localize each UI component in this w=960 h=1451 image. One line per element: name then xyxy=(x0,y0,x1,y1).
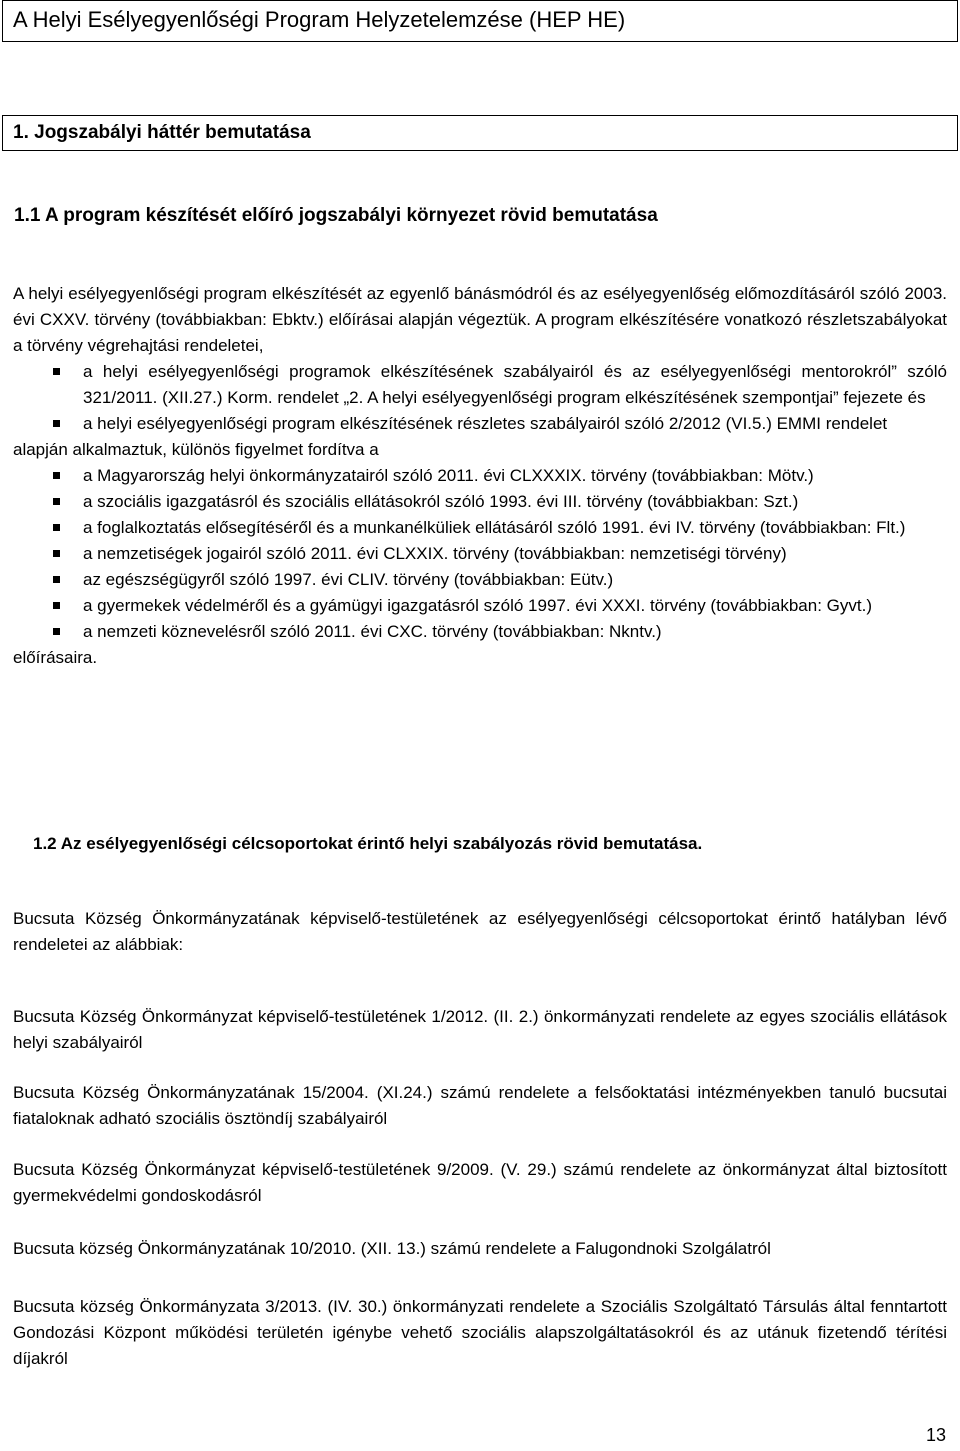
list-item: a helyi esélyegyenlőségi program elkészítésének részletes szabályairól szóló 2/2012 (VI.5.) EMMI rendelet xyxy=(13,411,947,437)
document-title: A Helyi Esélyegyenlőségi Program Helyzetelemzése (HEP HE) xyxy=(13,7,626,32)
local-regulation: Bucsuta Község Önkormányzatának 15/2004. (XI.24.) számú rendelete a felsőoktatási intézményekben tanuló bucsutai fiataloknak adható szociális ösztöndíj szabályairól xyxy=(13,1083,947,1128)
page-number: 13 xyxy=(925,1425,946,1445)
intro-paragraph: A helyi esélyegyenlőségi program elkészítését az egyenlő bánásmódról és az esélyegyenlőség előmozdításáról szóló 2003. évi CXXV. törvény (továbbiakban: Ebktv.) előírásai alapján végeztük. A program elkészítésére vonatkozó részletszabályokat a törvény végrehajtási rendeletei, xyxy=(13,284,947,355)
list-item: a nemzetiségek jogairól szóló 2011. évi CLXXIX. törvény (továbbiakban: nemzetiségi törvény) xyxy=(13,541,947,567)
list-item: a helyi esélyegyenlőségi programok elkészítésének szabályairól és az esélyegyenlőségi mentorokról” szóló 321/2011. (XII.27.) Korm. rendelet „2. A helyi esélyegyenlőségi program elkészítésének szempontjai” fejezete és xyxy=(13,359,947,411)
implementing-rules-list xyxy=(13,359,947,437)
list-item: a nemzeti köznevelésről szóló 2011. évi CXC. törvény (továbbiakban: Nkntv.) xyxy=(13,619,947,645)
legal-background-text xyxy=(13,281,947,671)
section-heading: 1. Jogszabályi háttér bemutatása xyxy=(13,122,311,143)
mid-paragraph: alapján alkalmaztuk, különös figyelmet fordítva a xyxy=(13,440,379,459)
subsection-heading-1-2: 1.2 Az esélyegyenlőségi célcsoportokat érintő helyi szabályozás rövid bemutatása. xyxy=(33,834,703,853)
local-regulation: Bucsuta Község Önkormányzat képviselő-testületének 1/2012. (II. 2.) önkormányzati rendelete az egyes szociális ellátások helyi szabályairól xyxy=(13,1007,947,1052)
laws-list xyxy=(13,463,947,645)
closing-text: előírásaira. xyxy=(13,648,98,667)
list-item: az egészségügyről szóló 1997. évi CLIV. törvény (továbbiakban: Eütv.) xyxy=(13,567,947,593)
subsection-heading-1-1: 1.1 A program készítését előíró jogszabályi környezet rövid bemutatása xyxy=(14,205,658,226)
local-intro-paragraph: Bucsuta Község Önkormányzatának képviselő-testületének az esélyegyenlőségi célcsoportokat érintő hatályban lévő rendeletei az alábbiak: xyxy=(13,909,947,954)
document-title-box xyxy=(2,0,958,42)
local-regulation: Bucsuta Község Önkormányzat képviselő-testületének 9/2009. (V. 29.) számú rendelete az önkormányzat által biztosított gyermekvédelmi gondoskodásról xyxy=(13,1160,947,1205)
list-item: a szociális igazgatásról és szociális ellátásokról szóló 1993. évi III. törvény (továbbiakban: Szt.) xyxy=(13,489,947,515)
section-heading-box xyxy=(2,115,958,151)
list-item: a foglalkoztatás elősegítéséről és a munkanélküliek ellátásáról szóló 1991. évi IV. törvény (továbbiakban: Flt.) xyxy=(13,515,947,541)
local-regulation: Bucsuta község Önkormányzata 3/2013. (IV. 30.) önkormányzati rendelete a Szociális Szolgáltató Társulás által fenntartott Gondozási Központ működési területén igénybe vehető szociális alapszolgáltatásokról és az utánuk fizetendő térítési díjakról xyxy=(13,1297,947,1368)
list-item: a gyermekek védelméről és a gyámügyi igazgatásról szóló 1997. évi XXXI. törvény (továbbiakban: Gyvt.) xyxy=(13,593,947,619)
list-item: a Magyarország helyi önkormányzatairól szóló 2011. évi CLXXXIX. törvény (továbbiakban: Mötv.) xyxy=(13,463,947,489)
local-regulation: Bucsuta község Önkormányzatának 10/2010. (XII. 13.) számú rendelete a Falugondnoki Szolgálatról xyxy=(13,1239,771,1258)
